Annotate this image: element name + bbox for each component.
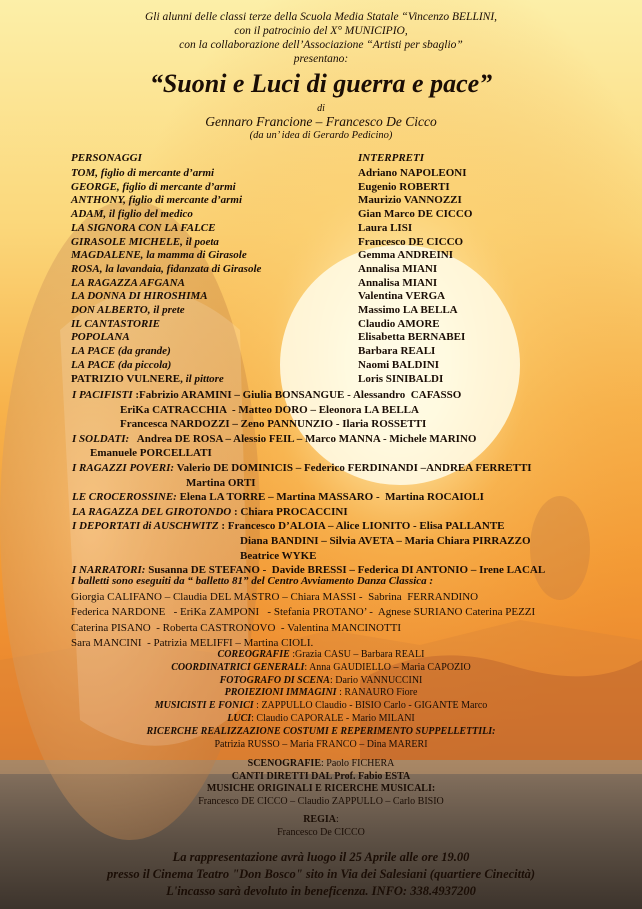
cast-actor: Loris SINIBALDI [358,372,444,385]
event-info-line: La rappresentazione avrà luogo il 25 Aprile alle ore 19.00 [172,850,470,864]
ensemble-label: I NARRATORI: [72,564,146,577]
by-label: di [317,103,325,114]
ensemble-line [72,432,476,446]
role-name: TOM, [71,167,98,179]
cast-actor: Annalisa MIANI [358,276,438,289]
role-detail: figlio di mercante d’armi [98,167,215,179]
cast-role [71,181,236,194]
ensemble-label: LA RAGAZZA DEL GIROTONDO [72,505,232,518]
ballet-dancers: Federica NARDONE - EriKa ZAMPONI - Stefania PROTANO’ - Agnese SURIANO Caterina PEZZI [71,606,536,618]
cast-role [71,345,171,358]
credit-value: : Anna GAUDIELLO – Maria CAPOZIO [304,662,471,673]
cast-role [71,222,215,235]
ensemble-members: : Francesco D’ALOIA – Alice LIONITO - Elisa PALLANTE [218,520,505,533]
cast-role [71,373,224,386]
ensemble-members: Diana BANDINI – Silvia AVETA – Maria Chiara PIRRAZZO [240,535,531,547]
ensemble-line [240,534,531,548]
ensemble-line [240,549,316,563]
role-name: ROSA, [71,262,103,275]
ensemble-members: Elena LA TORRE – Martina MASSARO - Martina ROCAIOLI [176,491,484,504]
role-detail: il pittore [182,372,224,385]
event-info-line: L'incasso sarà devoluto in beneficenza. INFO: 338.4937200 [166,884,476,898]
role-name: LA DONNA DI HIROSHIMA [71,290,208,303]
ensemble-members: Valerio DE DOMINICIS – Federico FERDINANDI –ANDREA FERRETTI [174,462,532,474]
role-detail: figlio di mercante d’armi [125,194,243,207]
cast-actor: Naomi BALDINI [358,358,439,371]
cast-actor: Valentina VERGA [358,290,446,303]
cast-actor: Gian Marco DE CICCO [358,208,473,221]
ensemble-label: I RAGAZZI POVERI: [72,462,175,474]
role-detail: la mamma di Girasole [143,249,247,262]
role-name: LA RAGAZZA AFGANA [71,276,185,289]
ballet-dancers: Sara MANCINI - Patrizia MELIFFI – Martina CIOLI. [71,637,314,649]
credit-line [0,738,642,751]
event-info-line: presso il Cinema Teatro "Don Bosco" sito in Via dei Salesiani (quartiere Cinecittà) [106,867,536,881]
cast-role [71,359,171,372]
ensemble-members: Andrea DE ROSA – Alessio FEIL – Marco MANNA - Michele MARINO [129,432,477,445]
cast-actor: Eugenio ROBERTI [358,180,450,193]
credit-line [0,712,642,725]
ensemble-label: I PACIFISTI [72,389,136,401]
credit-value: : Paolo FICHERA [321,758,395,769]
roles-header: PERSONAGGI [71,152,142,164]
role-detail: (da piccola) [115,358,172,371]
credit-label: MUSICHE ORIGINALI E RICERCHE MUSICALI: [206,783,436,794]
role-name: IL CANTASTORIE [71,317,160,330]
cast-role [71,277,185,290]
credit-line [0,661,642,674]
cast-actor: Annalisa MIANI [358,262,438,275]
cast-role [71,208,193,221]
credit-label: COREOGRAFIE [217,649,290,660]
ensemble-members: Francesca NARDOZZI – Zeno PANNUNZIO - Ilaria ROSSETTI [120,418,427,431]
cast-role [71,249,247,262]
cast-actor: Adriano NAPOLEONI [358,167,467,179]
ensemble-line [72,490,484,504]
ensemble-line [72,519,505,533]
credit-label: SCENOGRAFIE [247,758,321,769]
intro-line: Gli alunni delle classi terze della Scuola Media Statale “Vincenzo BELLINI, [144,11,498,23]
cast-actor: Maurizio VANNOZZI [358,194,462,207]
role-detail: il figlio del medico [106,208,193,221]
credit-value: : RANAURO Fiore [336,687,418,698]
role-name: ANTHONY, [71,194,126,207]
intro-line: presentano: [293,53,349,65]
credit-value: :Grazia CASU – Barbara REALI [289,649,425,660]
intro-line: con il patrocinio del X° MUNICIPIO, [234,25,408,37]
cast-role [71,263,261,276]
role-detail: la lavandaia, fidanzata di Girasole [102,262,262,275]
actors-header: INTERPRETI [358,152,425,164]
credit-line [0,699,642,712]
ensemble-line [186,476,256,490]
credit-value: Francesco De CICCO [277,827,365,838]
cast-actor: Elisabetta BERNABEI [358,331,466,344]
credit-line [0,757,642,770]
credit-line [0,686,642,699]
credit-value: Francesco DE CICCO – Claudio ZAPPULLO – Carlo BISIO [198,796,444,807]
cast-role [71,290,208,303]
role-detail: il poeta [182,235,219,248]
role-name: MAGDALENE, [71,249,144,262]
role-detail: (da grande) [115,345,171,358]
role-name: POPOLANA [71,331,130,344]
cast-role [71,167,214,180]
role-name: PATRIZIO VULNERE, [71,372,183,385]
cast-role [71,236,219,249]
role-detail: il prete [150,304,185,316]
role-name: GIRASOLE MICHELE, [71,235,183,248]
role-name: ADAM, [71,208,107,221]
cast-role [71,331,130,344]
credit-label: FOTOGRAFO DI SCENA [219,675,330,686]
ballet-dancers: Caterina PISANO - Roberta CASTRONOVO - Valentina MANCINOTTI [71,621,402,634]
credit-label: COORDINATRICI GENERALI [171,662,305,673]
ensemble-line [72,505,348,519]
ensemble-members: Martina ORTI [186,476,256,489]
cast-actor: Laura LISI [358,221,413,234]
credit-label: MUSICISTI E FONICI [154,700,254,711]
cast-actor: Gemma ANDREINI [358,249,454,262]
cast-actor: Barbara REALI [358,345,436,358]
credit-line [0,725,642,738]
credit-label: LUCI [227,713,252,724]
idea-credit: (da un’ idea di Gerardo Pedicino) [249,130,393,141]
cast-role [71,304,185,317]
credit-line [0,782,642,795]
role-name: LA PACE [71,358,116,371]
ensemble-line [72,461,532,475]
ensemble-members: Emanuele PORCELLATI [90,447,212,460]
ensemble-label: LE CROCEROSSINE: [72,491,177,504]
credit-value: : Claudio CAPORALE - Mario MILANI [251,713,415,724]
ensemble-members: Susanna DE STEFANO - Davide BRESSI – Federica DI ANTONIO – Irene LACAL [145,564,546,577]
role-name: DON ALBERTO, [71,304,151,316]
ballet-heading: I balletti sono eseguiti da “ balletto 81” del Centro Avviamento Danza Classica : [71,575,434,587]
ensemble-members: Beatrice WYKE [240,549,317,562]
credit-value: Patrizia RUSSO – Maria FRANCO – Dina MARERI [214,739,428,750]
credit-line [0,826,642,839]
cast-actor: Francesco DE CICCO [358,235,464,248]
show-title: “Suoni e Luci di guerra e pace” [149,69,493,98]
role-name: LA SIGNORA CON LA FALCE [71,221,216,234]
role-name: LA PACE [71,345,116,358]
intro-line: con la collaborazione dell’Associazione “Artisti per sbaglio” [179,39,463,51]
credit-value: : Dario VANNUCCINI [329,675,423,686]
ballet-dancers: Giorgia CALIFANO – Claudia DEL MASTRO – Chiara MASSI - Sabrina FERRANDINO [71,590,479,603]
credit-label: PROIEZIONI IMMAGINI [224,687,337,698]
credit-line [0,813,642,826]
ensemble-line [120,403,419,417]
ensemble-line [72,388,461,402]
credit-label: RICERCHE REALIZZAZIONE COSTUMI E REPERIMENTO SUPPELLETTILI: [146,726,496,737]
credit-line [0,648,642,661]
ensemble-members: EriKa CATRACCHIA - Matteo DORO – Eleonora LA BELLA [120,403,419,416]
credit-label: CANTI DIRETTI DAL Prof. Fabio ESTA [231,771,411,782]
credit-label: REGIA [303,814,336,825]
cast-actor: Massimo LA BELLA [358,304,458,316]
ensemble-line [90,446,212,460]
ensemble-members: : Chiara PROCACCINI [231,505,348,518]
credit-value: : ZAPPULLO Claudio - BISIO Carlo - GIGANTE Marco [253,700,488,711]
credit-line [0,795,642,808]
role-detail: figlio di mercante d’armi [119,180,236,193]
ensemble-label: I DEPORTATI di AUSCHWITZ [72,520,219,533]
cast-actor: Claudio AMORE [358,317,440,330]
authors: Gennaro Francione – Francesco De Cicco [205,114,437,129]
cast-role [71,194,242,207]
ensemble-label: I SOLDATI: [72,432,130,445]
role-name: GEORGE, [71,180,120,193]
credit-value: : [336,814,339,825]
cast-role [71,318,160,331]
ensemble-members: :Fabrizio ARAMINI – Giulia BONSANGUE - Alessandro CAFASSO [135,389,462,401]
ensemble-line [120,417,426,431]
